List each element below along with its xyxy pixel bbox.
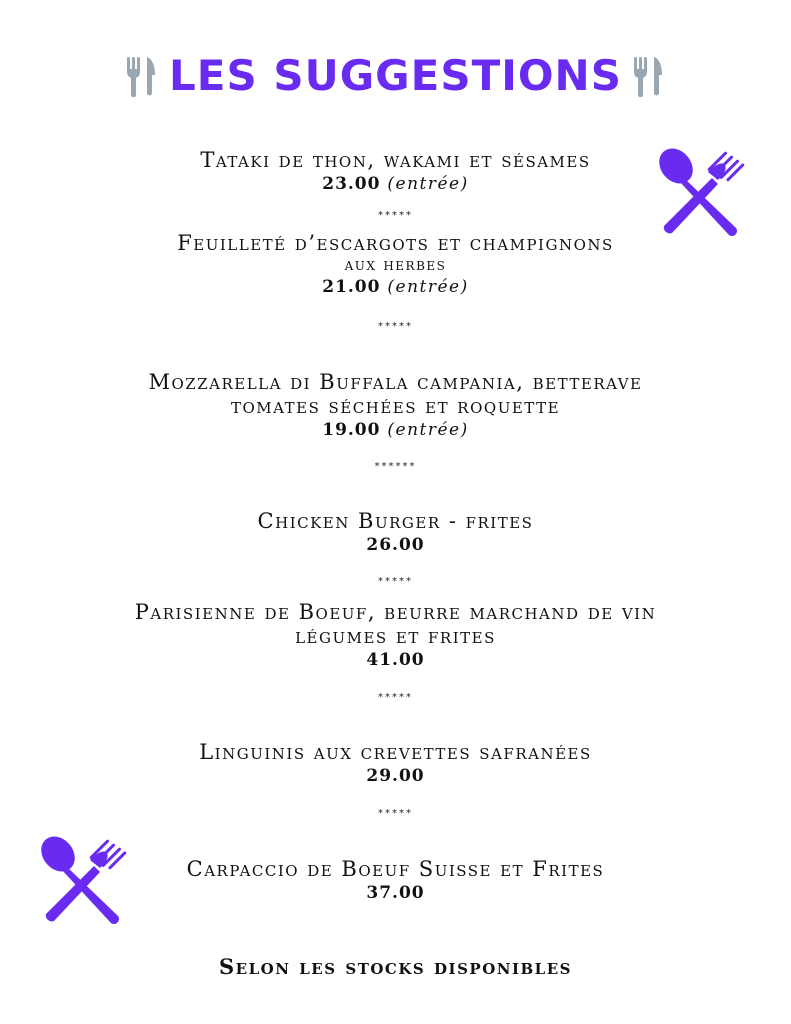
menu-item xyxy=(0,148,791,196)
separator: ***** xyxy=(378,321,413,332)
dish-price: 37.00 xyxy=(366,883,425,903)
menu-item xyxy=(0,740,791,788)
menu-item xyxy=(0,370,791,442)
dish-name-line2: légumes et frites xyxy=(295,624,496,648)
title-row xyxy=(0,46,791,106)
dish-name: Carpaccio de Boeuf Suisse et Frites xyxy=(186,857,605,881)
dish-name: Mozzarella di Buffala campania, betterave xyxy=(148,370,643,394)
course-label: (entrée) xyxy=(387,174,469,194)
dish-name-line2: aux herbes xyxy=(344,255,447,275)
menu-item xyxy=(0,509,791,557)
dish-price: 41.00 xyxy=(366,650,425,670)
dish-name: Linguinis aux crevettes safranées xyxy=(199,740,592,764)
dish-price: 29.00 xyxy=(366,766,425,786)
fork-knife-icon xyxy=(125,55,159,97)
fork-knife-icon xyxy=(632,55,666,97)
dish-name: Chicken Burger - frites xyxy=(257,509,534,533)
separator: ***** xyxy=(378,692,413,703)
dish-name: Parisienne de Boeuf, beurre marchand de vin xyxy=(134,600,657,624)
course-label: (entrée) xyxy=(387,420,469,440)
dish-name: Tataki de thon, wakami et sésames xyxy=(200,148,591,172)
course-label: (entrée) xyxy=(387,277,469,297)
menu-item xyxy=(0,600,791,672)
separator: ***** xyxy=(378,576,413,587)
stock-notice: Selon les stocks disponibles xyxy=(219,954,572,979)
dish-price: 21.00 (entrée) xyxy=(322,277,469,297)
dish-price: 19.00 (entrée) xyxy=(322,420,469,440)
menu-item xyxy=(0,231,791,299)
dish-name: Feuilleté d’escargots et champignons xyxy=(177,231,614,255)
separator: ***** xyxy=(378,808,413,819)
separator: ****** xyxy=(374,461,417,472)
dish-price: 23.00 (entrée) xyxy=(322,174,469,194)
separator: ***** xyxy=(378,210,413,221)
dish-name-line2: tomates séchées et roquette xyxy=(230,394,561,418)
page-title: LES SUGGESTIONS xyxy=(169,51,622,100)
menu-item xyxy=(0,857,791,905)
dish-price: 26.00 xyxy=(366,535,425,555)
